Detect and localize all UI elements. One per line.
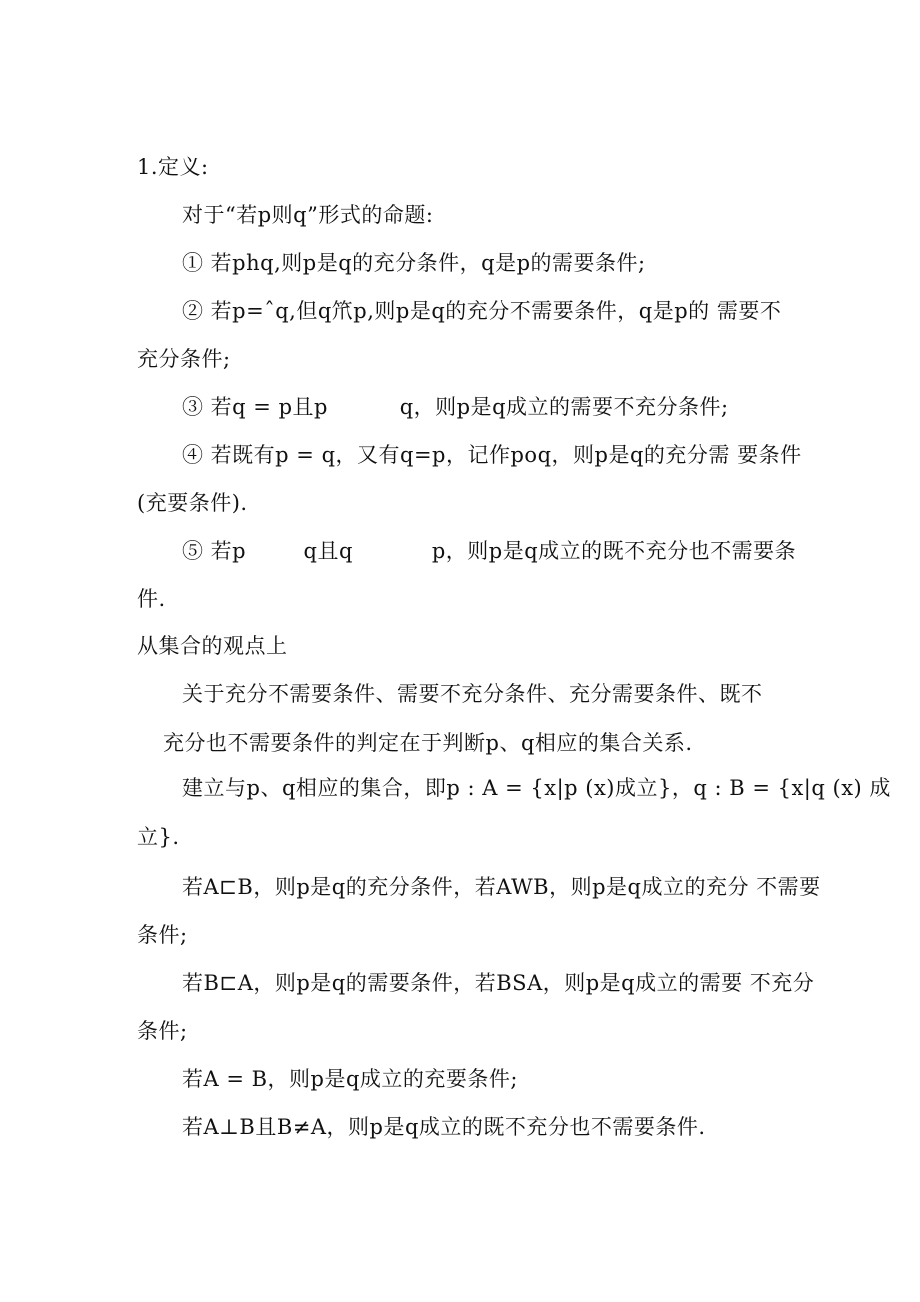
condition-item-5-continuation: 件. xyxy=(137,587,166,611)
condition-item-3: ③ 若q = p且p q，则p是q成立的需要不充分条件; xyxy=(182,395,729,419)
set-rule-1: 若A⊏B，则p是q的充分条件，若AWB，则p是q成立的充分 不需要 xyxy=(182,875,821,899)
definition-heading: 1.定义: xyxy=(137,155,209,179)
definition-intro: 对于“若p则q”形式的命题: xyxy=(182,203,434,227)
condition-item-2: ② 若p=ˆq,但q笊p,则p是q的充分不需要条件，q是p的 需要不 xyxy=(182,299,782,323)
set-rule-3: 若A = B，则p是q成立的充要条件; xyxy=(182,1067,519,1091)
set-rule-4: 若A⊥B且B≠A，则p是q成立的既不充分也不需要条件. xyxy=(182,1115,706,1139)
condition-item-2-continuation: 充分条件; xyxy=(137,347,231,371)
set-view-paragraph-1-continuation: 充分也不需要条件的判定在于判断p、q相应的集合关系. xyxy=(163,731,693,755)
set-rule-2: 若B⊏A，则p是q的需要条件，若BSA，则p是q成立的需要 不充分 xyxy=(182,971,815,995)
set-view-heading: 从集合的观点上 xyxy=(137,634,288,658)
set-definition-line: 建立与p、q相应的集合，即p : A = {x|p (x)成立}，q : B = {x|q (x) 成 xyxy=(182,776,891,800)
condition-item-1: ① 若phq,则p是q的充分条件，q是p的需要条件; xyxy=(182,251,646,275)
set-view-paragraph-1: 关于充分不需要条件、需要不充分条件、充分需要条件、既不 xyxy=(182,682,763,706)
condition-item-4-continuation: (充要条件). xyxy=(137,491,248,515)
set-rule-2-continuation: 条件; xyxy=(137,1019,188,1043)
condition-item-4: ④ 若既有p = q，又有q=p，记作poq，则p是q的充分需 要条件 xyxy=(182,443,802,467)
set-rule-1-continuation: 条件; xyxy=(137,923,188,947)
set-definition-line-continuation: 立}. xyxy=(137,825,180,849)
condition-item-5: ⑤ 若p q且q p，则p是q成立的既不充分也不需要条 xyxy=(182,539,797,563)
